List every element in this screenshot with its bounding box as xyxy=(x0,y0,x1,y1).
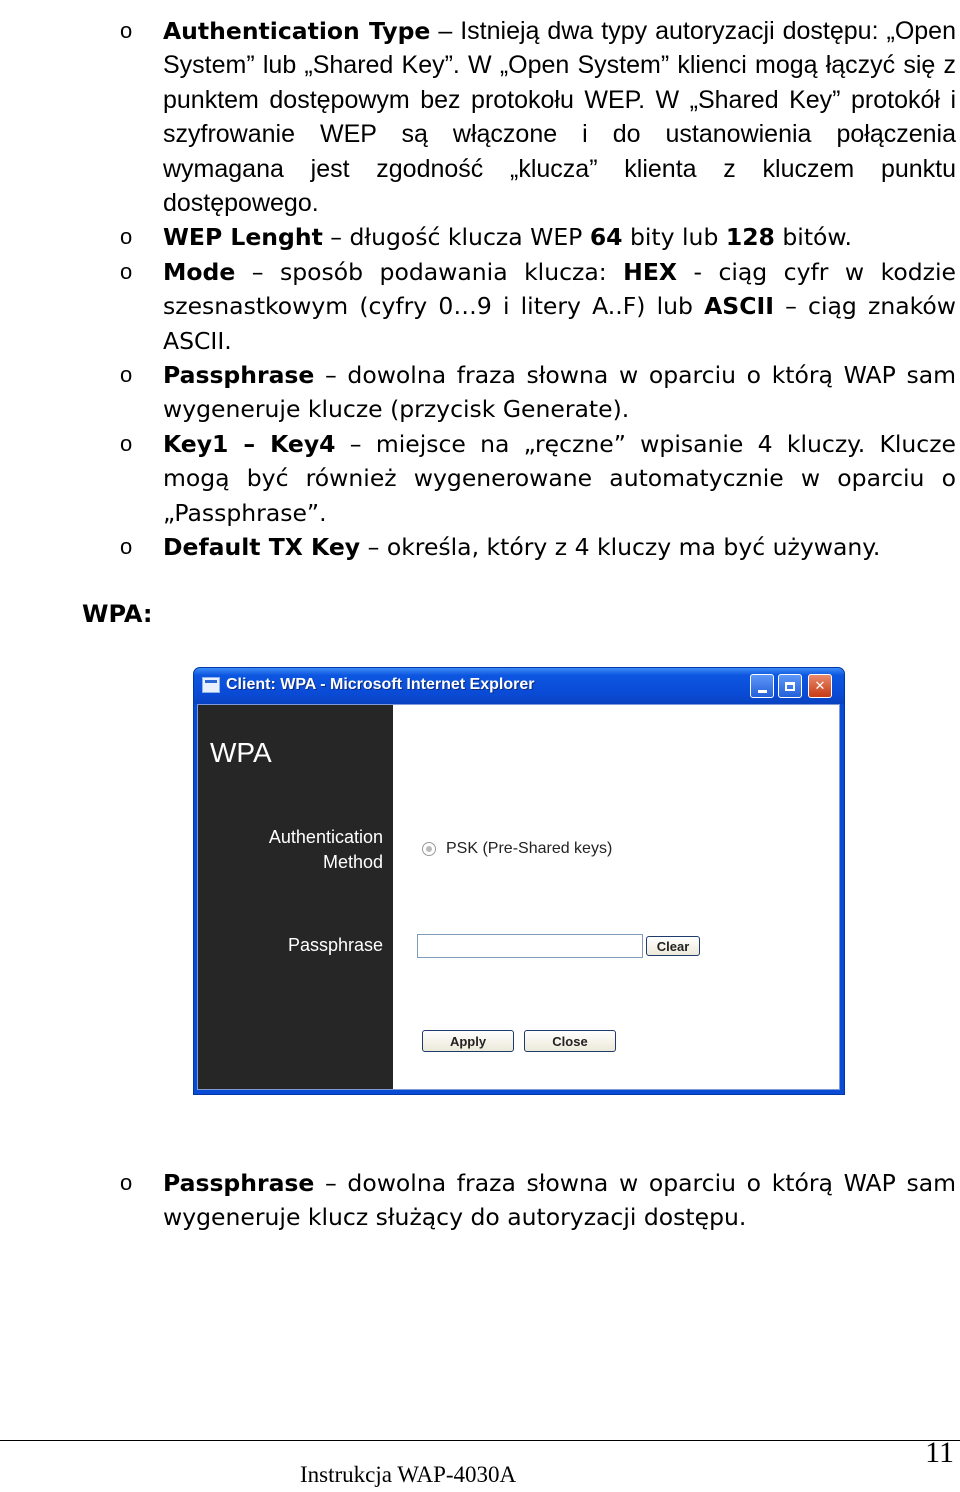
minimize-button[interactable] xyxy=(750,674,774,698)
list-item-mode xyxy=(120,255,956,358)
bullet-marker: o xyxy=(120,224,133,250)
psk-radio[interactable] xyxy=(422,842,436,856)
auth-method-label-line1: Authentication xyxy=(268,827,383,847)
ie-page-icon xyxy=(202,677,220,693)
bullet-marker: o xyxy=(120,18,133,43)
bold-value: 64 xyxy=(589,223,623,252)
passphrase-input[interactable] xyxy=(417,934,643,958)
term-label: Key4 xyxy=(270,429,336,458)
apply-button[interactable]: Apply xyxy=(422,1030,514,1052)
term-description: – sposób podawania klucza: xyxy=(235,257,624,286)
term-dash: – xyxy=(228,429,271,458)
close-button[interactable]: Close xyxy=(524,1030,616,1052)
term-label: Passphrase xyxy=(163,361,315,390)
window-client-area xyxy=(197,704,840,1090)
term-description: – długość klucza WEP xyxy=(322,223,590,252)
bullet-marker: o xyxy=(120,362,133,388)
list-item-wpa-passphrase xyxy=(120,1166,956,1235)
term-label: WEP Lenght xyxy=(163,223,323,252)
bullet-marker: o xyxy=(120,258,133,284)
bullet-marker: o xyxy=(120,1170,133,1195)
auth-method-label-line2: Method xyxy=(322,852,383,872)
passphrase-label: Passphrase xyxy=(287,935,383,955)
close-window-button[interactable] xyxy=(808,674,832,698)
list-item-passphrase xyxy=(120,358,956,427)
term-description: bity lub xyxy=(622,223,726,252)
footer-title: Instrukcja WAP-4030A xyxy=(300,1462,517,1487)
page-number: 11 xyxy=(925,1436,954,1469)
bullet-list-bottom xyxy=(120,1166,956,1235)
footer-divider xyxy=(0,1440,960,1441)
clear-button[interactable]: Clear xyxy=(646,936,700,956)
ie-window-screenshot xyxy=(194,668,844,1094)
maximize-button[interactable] xyxy=(778,674,802,698)
auth-method-label xyxy=(269,825,383,875)
bullet-marker: o xyxy=(120,430,133,456)
psk-radio-label[interactable]: PSK (Pre-Shared keys) xyxy=(446,840,613,857)
bold-value: ASCII xyxy=(704,292,774,321)
term-label: Key1 xyxy=(163,429,229,458)
term-description: – miejsce na „ręczne” wpisanie 4 kluczy. Klucze mogą być również wygenerowane automatycznie w oparciu o „Passphrase”. xyxy=(163,429,956,527)
list-item-keys xyxy=(120,427,956,530)
term-description: – określa, który z 4 kluczy ma być używany. xyxy=(360,533,881,562)
term-description: – Istnieją dwa typy autoryzacji dostępu: „Open System” lub „Shared Key”. W „Open System” klienci mogą łączyć się z punktem dostępowym bez protokołu WEP. W „Shared Key” protokół i szyfrowanie WEP są włączone i do ustanowienia połączenia wymagana jest zgodność „klucza” klienta z kluczem punktu dostępowego. xyxy=(163,17,956,218)
term-description: – dowolna fraza słowna w oparciu o którą WAP sam wygeneruje klucz służący do autoryzacji dostępu. xyxy=(163,1169,956,1232)
term-description: - ciąg cyfr w kodzie szesnastkowym (cyfry 0…9 i litery A..F) lub xyxy=(163,257,957,321)
term-description: bitów. xyxy=(774,223,852,252)
sidebar-title: WPA xyxy=(210,737,272,768)
list-item-wep-length xyxy=(120,220,956,254)
bullet-marker: o xyxy=(120,534,133,560)
term-description: – dowolna fraza słowna w oparciu o którą WAP sam wygeneruje klucze (przycisk Generate). xyxy=(163,361,956,424)
term-label: Default TX Key xyxy=(163,533,361,562)
term-label: Authentication Type xyxy=(163,17,431,45)
term-description: – ciąg znaków ASCII. xyxy=(163,292,956,355)
window-title: Client: WPA - Microsoft Internet Explorer xyxy=(226,676,535,693)
bold-value: 128 xyxy=(725,223,775,252)
term-label: Passphrase xyxy=(163,1169,315,1197)
bold-value: HEX xyxy=(623,257,678,286)
list-item-default-tx-key xyxy=(120,530,956,564)
list-item-authentication-type xyxy=(120,14,956,220)
window-titlebar xyxy=(194,668,844,704)
term-label: Mode xyxy=(163,257,236,286)
bullet-list-top xyxy=(120,14,956,565)
section-heading-wpa: WPA: xyxy=(82,600,153,628)
settings-sidebar xyxy=(198,705,393,1089)
close-icon: ✕ xyxy=(814,678,826,694)
